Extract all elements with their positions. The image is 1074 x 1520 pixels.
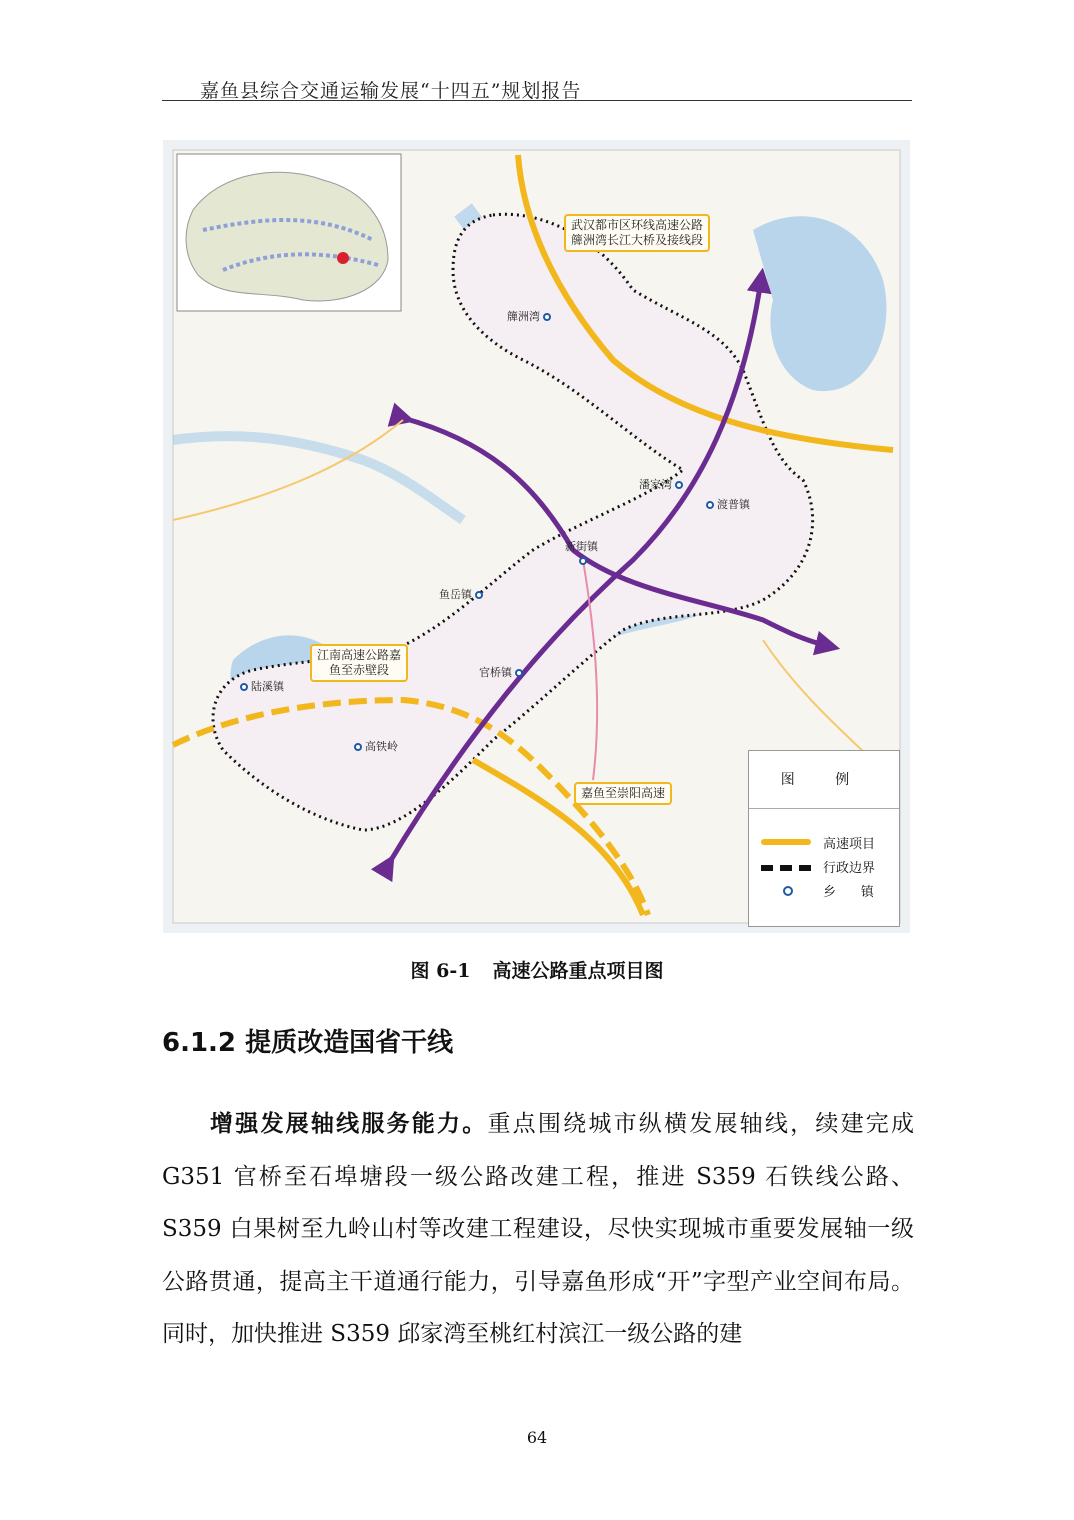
highway-line-icon	[761, 839, 811, 845]
legend-label: 乡 镇	[823, 885, 874, 900]
town-marker-icon	[475, 591, 483, 599]
town-marker-icon	[706, 501, 714, 509]
header-rule	[162, 100, 912, 101]
callout-jiayu-chongyang: 嘉鱼至崇阳高速	[574, 782, 672, 805]
paragraph-lead: 增强发展轴线服务能力。	[210, 1111, 488, 1137]
town-xuejiawan	[639, 476, 686, 492]
town-label: 陆溪镇	[251, 680, 284, 693]
town-marker-icon	[240, 683, 248, 691]
town-label: 渡普镇	[717, 498, 750, 511]
town-marker-icon	[579, 557, 587, 565]
paragraph-body: 重点围绕城市纵横发展轴线，续建完成G351 官桥至石埠塘段一级公路改建工程，推进 S359 石铁线公路、S359 白果树至九岭山村等改建工程建设，尽快实现城市重要发展轴一级公路贯通，提高主干道通行能力，引导嘉鱼形成“开”字型产业空间布局。同时，加快推进 S359 邱家湾至桃红村滨江一级公路的建	[162, 1111, 915, 1347]
town-marker-icon	[543, 313, 551, 321]
town-label: 簰洲湾	[507, 310, 540, 323]
legend-label: 高速项目	[823, 837, 876, 852]
town-label: 潘家湾	[639, 478, 672, 491]
map-legend	[748, 750, 900, 927]
callout-wuhan-ring-line1: 武汉都市区环线高速公路	[571, 218, 704, 232]
town-paizhouwan	[507, 308, 554, 324]
callout-wuhan-ring	[564, 214, 710, 252]
town-label: 新街镇	[565, 540, 598, 553]
page-header: 嘉鱼县综合交通运输发展“十四五”规划报告	[200, 80, 582, 102]
town-xinjie	[565, 538, 598, 567]
town-label: 官桥镇	[479, 666, 512, 679]
page-number: 64	[526, 1428, 548, 1447]
town-label: 高铁岭	[365, 740, 398, 753]
callout-jiangnan	[310, 644, 408, 682]
legend-title: 图 例	[749, 751, 899, 809]
figure-caption	[0, 956, 1074, 983]
town-marker-icon	[354, 743, 362, 751]
body-paragraph	[162, 1098, 914, 1361]
highway-project-map	[163, 140, 910, 933]
town-guanqiao	[479, 664, 526, 680]
legend-label: 行政边界	[823, 861, 876, 876]
town-yuyue	[439, 586, 486, 602]
boundary-line-icon	[761, 865, 811, 871]
callout-jiangnan-line1: 江南高速公路嘉	[317, 648, 402, 662]
town-luxi	[237, 678, 284, 694]
town-label: 鱼岳镇	[439, 588, 472, 601]
town-marker-icon	[515, 669, 523, 677]
figure-title: 高速公路重点项目图	[492, 960, 664, 982]
town-gaotieling	[351, 738, 398, 754]
section-title: 6.1.2 提质改造国省干线	[162, 1028, 454, 1058]
town-marker-icon	[783, 886, 793, 896]
town-paizhou-center	[703, 496, 750, 512]
callout-jiangnan-line2: 鱼至赤壁段	[329, 663, 390, 677]
town-marker-icon	[675, 481, 683, 489]
callout-wuhan-ring-line2: 簰洲湾长江大桥及接线段	[571, 233, 704, 247]
figure-number: 图 6-1	[410, 960, 471, 982]
